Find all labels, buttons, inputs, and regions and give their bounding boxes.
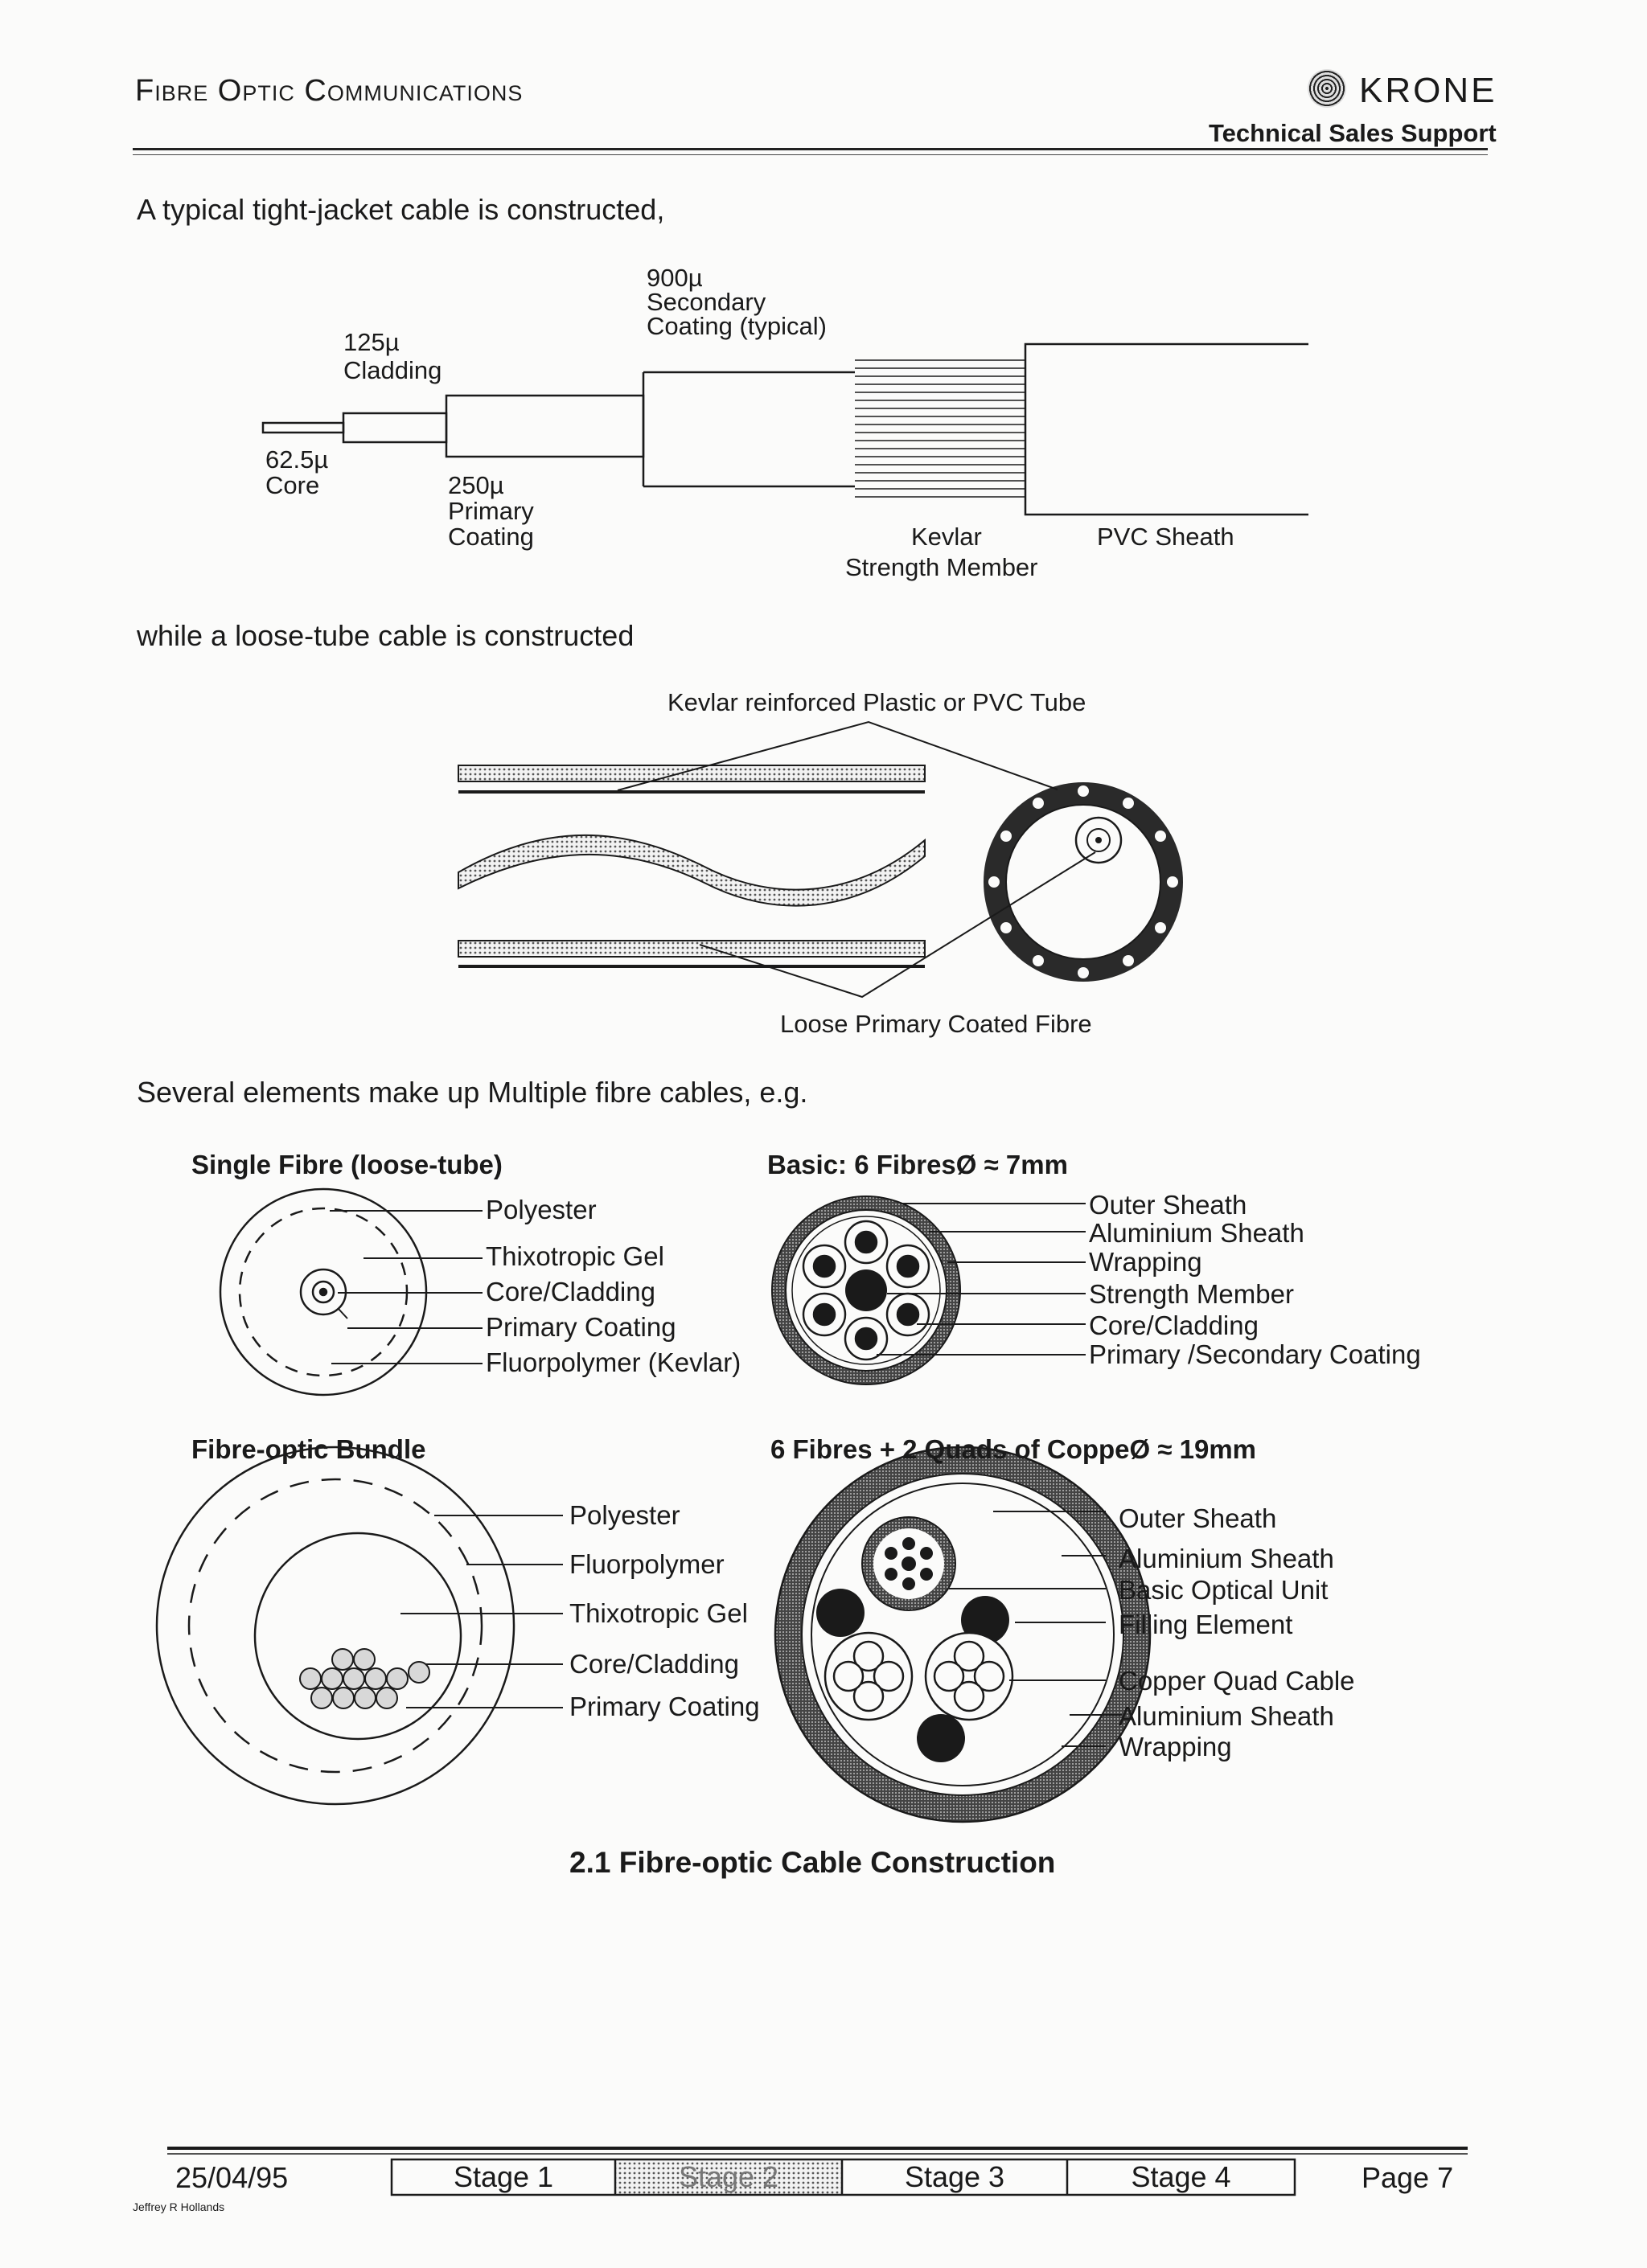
bundle-label-fluorpolymer: Fluorpolymer xyxy=(569,1549,725,1579)
document-title: Fibre Optic Communications xyxy=(135,74,524,108)
stage-4[interactable]: Stage 4 xyxy=(1131,2160,1231,2193)
tight-jacket-intro: A typical tight-jacket cable is constructed, xyxy=(137,193,665,226)
copper-label-outer: Outer Sheath xyxy=(1119,1503,1277,1533)
basic-label-strength: Strength Member xyxy=(1089,1279,1294,1309)
loose-fibre-wave xyxy=(458,835,925,906)
loose-fibre-label: Loose Primary Coated Fibre xyxy=(780,1010,1092,1038)
single-fibre-diagram xyxy=(220,1189,483,1395)
footer-date: 25/04/95 xyxy=(175,2161,289,2194)
sf-label-fluorpolymer: Fluorpolymer (Kevlar) xyxy=(486,1347,741,1377)
cladding-size: 125µ xyxy=(343,328,400,356)
tube-label: Kevlar reinforced Plastic or PVC Tube xyxy=(667,688,1086,716)
single-fibre-heading: Single Fibre (loose-tube) xyxy=(191,1150,503,1179)
copper-label-aluminium-2: Aluminium Sheath xyxy=(1119,1701,1334,1731)
basic-label-outer: Outer Sheath xyxy=(1089,1190,1247,1220)
figure-caption: 2.1 Fibre-optic Cable Construction xyxy=(569,1846,1056,1879)
loose-tube-intro: while a loose-tube cable is constructed xyxy=(137,619,635,652)
copper-label-optical: Basic Optical Unit xyxy=(1119,1575,1329,1605)
copper-quad-diagram xyxy=(775,1447,1150,1822)
bundle-heading: Fibre-optic Bundle xyxy=(191,1434,426,1464)
copper-quad-left xyxy=(825,1633,912,1720)
department-subtitle: Technical Sales Support xyxy=(1209,119,1497,147)
secondary-label: Secondary xyxy=(647,288,766,316)
basic-label-wrapping: Wrapping xyxy=(1089,1247,1202,1277)
loose-tube-diagram xyxy=(458,722,1183,997)
secondary-size: 900µ xyxy=(647,264,703,292)
basic-six-fibre-diagram xyxy=(772,1196,1086,1384)
copper-label-quad: Copper Quad Cable xyxy=(1119,1666,1355,1696)
copper-label-aluminium: Aluminium Sheath xyxy=(1119,1544,1334,1573)
fibre-bundle-diagram xyxy=(157,1447,563,1804)
primary-label: Primary xyxy=(448,497,534,525)
stage-1[interactable]: Stage 1 xyxy=(453,2160,554,2193)
copper-label-filling: Filling Element xyxy=(1119,1610,1293,1639)
stage-3[interactable]: Stage 3 xyxy=(904,2160,1005,2193)
sf-label-primary: Primary Coating xyxy=(486,1312,676,1342)
sf-label-gel: Thixotropic Gel xyxy=(486,1241,664,1271)
basic-label-core: Core/Cladding xyxy=(1089,1310,1259,1340)
bundle-label-polyester: Polyester xyxy=(569,1500,680,1530)
core-fibre xyxy=(263,423,343,433)
copper-quad-right xyxy=(926,1633,1012,1720)
sf-label-polyester: Polyester xyxy=(486,1195,597,1224)
bundle-label-core: Core/Cladding xyxy=(569,1649,739,1679)
multi-fibre-intro: Several elements make up Multiple fibre cables, e.g. xyxy=(137,1076,808,1109)
copper-heading: 6 Fibres + 2 Quads of CoppeØ ≈ 19mm xyxy=(770,1434,1257,1464)
bundle-label-primary: Primary Coating xyxy=(569,1692,760,1721)
kevlar-strands xyxy=(855,360,1025,497)
brand-name: KRONE xyxy=(1359,71,1497,110)
stage-2[interactable]: Stage 2 xyxy=(678,2160,779,2193)
footer-author: Jeffrey R Hollands xyxy=(133,2200,225,2213)
pvc-sheath-label: PVC Sheath xyxy=(1097,523,1234,551)
page-number: Page 7 xyxy=(1362,2161,1454,2194)
basic-label-aluminium: Aluminium Sheath xyxy=(1089,1218,1304,1248)
primary-size: 250µ xyxy=(448,471,504,499)
bundle-label-gel: Thixotropic Gel xyxy=(569,1598,748,1628)
footer-rules xyxy=(167,2148,1468,2154)
sf-label-core: Core/Cladding xyxy=(486,1277,655,1306)
secondary-coating-label: Coating (typical) xyxy=(647,312,827,340)
cladding-layer xyxy=(343,413,446,442)
cladding-label: Cladding xyxy=(343,356,442,384)
basic-label-coating: Primary /Secondary Coating xyxy=(1089,1339,1421,1369)
kevlar-label: Kevlar xyxy=(911,523,982,551)
primary-coating-label: Coating xyxy=(448,523,534,551)
basic-heading: Basic: 6 FibresØ ≈ 7mm xyxy=(767,1150,1068,1179)
strength-member-label: Strength Member xyxy=(845,553,1038,581)
primary-coating-layer xyxy=(446,396,643,457)
core-size: 62.5µ xyxy=(265,445,329,474)
core-label: Core xyxy=(265,471,320,499)
copper-label-wrapping: Wrapping xyxy=(1119,1732,1232,1761)
